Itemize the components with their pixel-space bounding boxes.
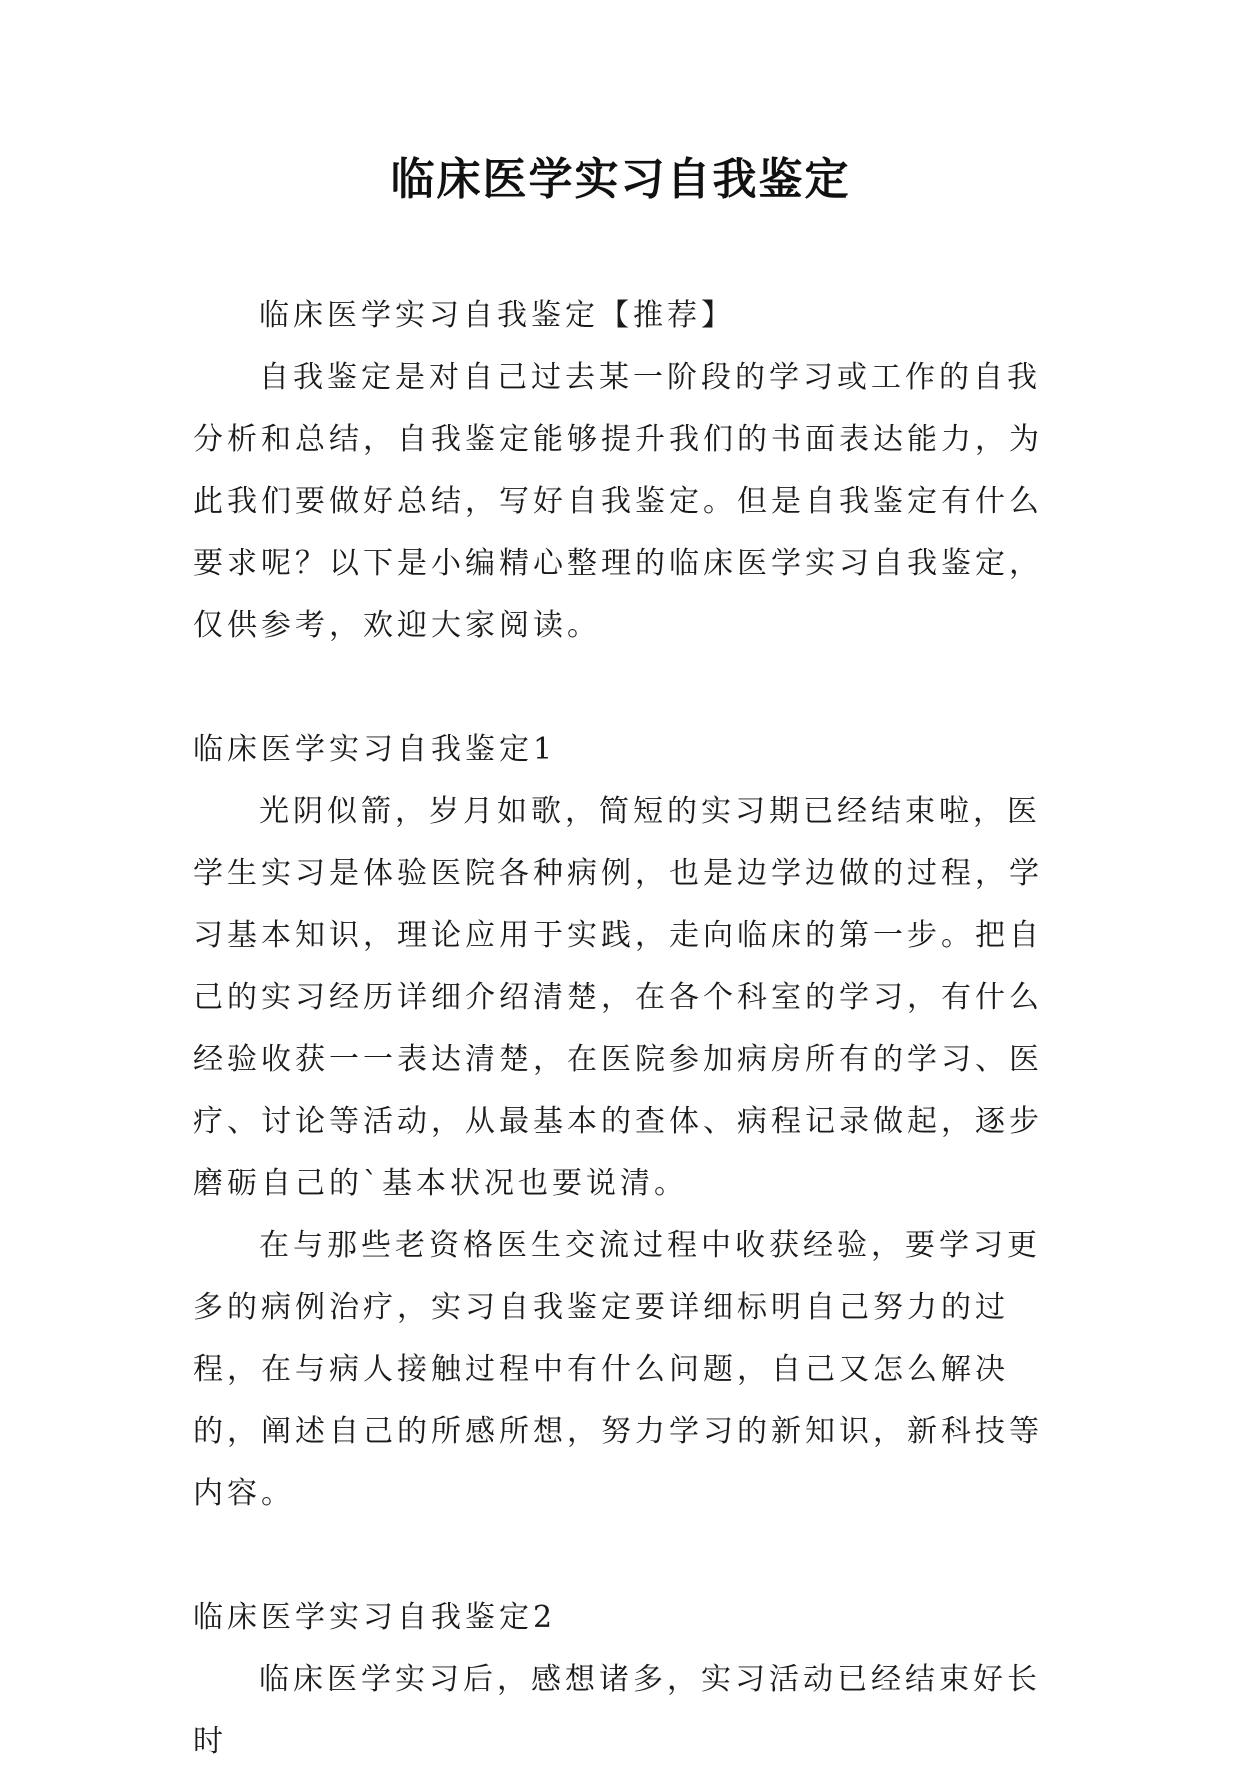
section-1-paragraph-2: 在与那些老资格医生交流过程中收获经验，要学习更多的病例治疗，实习自我鉴定要详细标明自己努力的过程，在与病人接触过程中有什么问题，自己又怎么解决的，阐述自己的所感所想，努力学习的新知识，新科技等内容。 (193, 1228, 1043, 1511)
section-spacer (193, 657, 1051, 719)
intro-heading: 临床医学实习自我鉴定【推荐】 (259, 298, 735, 333)
intro-paragraph: 自我鉴定是对自己过去某一阶段的学习或工作的自我分析和总结，自我鉴定能够提升我们的书面表达能力，为此我们要做好总结，写好自我鉴定。但是自我鉴定有什么要求呢？以下是小编精心整理的临床医学实习自我鉴定，仅供参考，欢迎大家阅读。 (193, 360, 1043, 643)
section-spacer (193, 1525, 1051, 1587)
section-heading-2: 临床医学实习自我鉴定2 (193, 1600, 557, 1635)
section-2-paragraph-1: 临床医学实习后，感想诸多，实习活动已经结束好长时 (193, 1662, 1041, 1759)
section-1-paragraph-1: 光阴似箭，岁月如歌，简短的实习期已经结束啦，医学生实习是体验医院各种病例，也是边学边做的过程，学习基本知识，理论应用于实践，走向临床的第一步。把自己的实习经历详细介绍清楚，在各个科室的学习，有什么经验收获一一表达清楚，在医院参加病房所有的学习、医疗、讨论等活动，从最基本的查体、病程记录做起，逐步磨砺自己的`基本状况也要说清。 (193, 794, 1043, 1201)
section-heading-1: 临床医学实习自我鉴定1 (193, 732, 557, 767)
document-body (193, 285, 1051, 1773)
document-title: 临床医学实习自我鉴定 (390, 154, 851, 205)
